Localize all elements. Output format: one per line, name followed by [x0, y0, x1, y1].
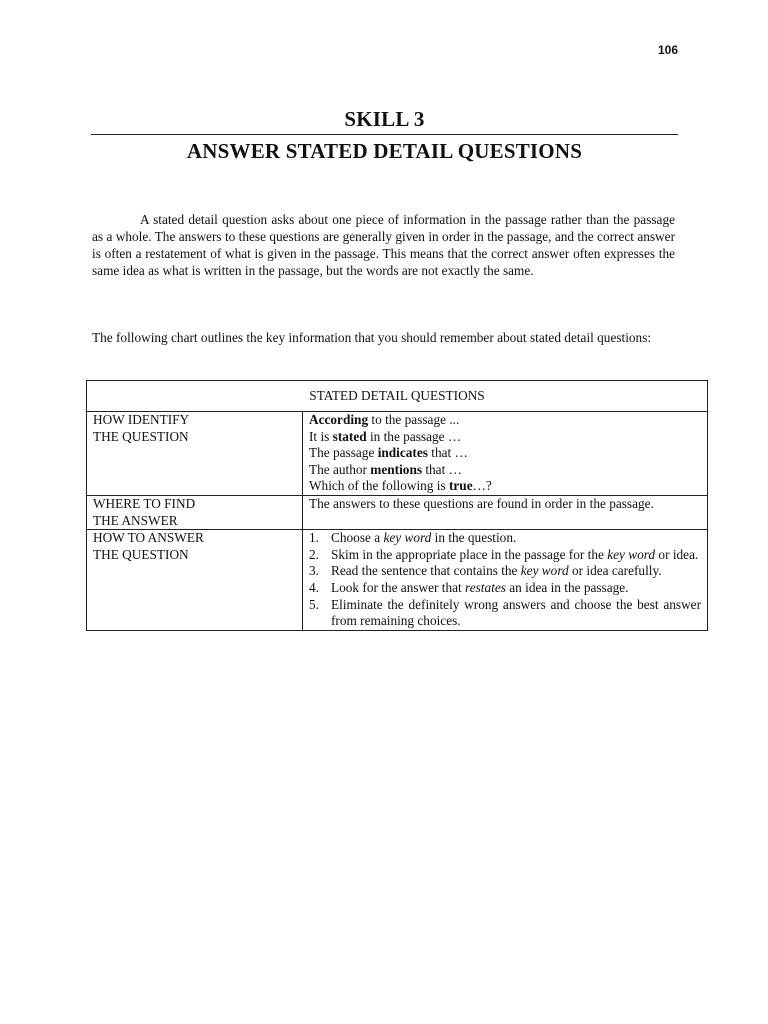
step-emphasis: key word	[520, 563, 569, 579]
phrase-keyword: indicates	[377, 445, 428, 461]
phrase-text: in the passage …	[366, 428, 462, 444]
step-text	[331, 530, 701, 547]
chart-intro-paragraph: The following chart outlines the key information that you should remember about stated detail questions:	[92, 330, 652, 345]
step-number: 4.	[309, 579, 319, 595]
step-number: 2.	[309, 546, 319, 562]
phrase-text: Which of the following is	[309, 478, 449, 494]
step-text-part: Eliminate the definitely wrong answers and choose the best answer from remaining choices.	[331, 596, 701, 629]
step-number: 5.	[309, 596, 319, 612]
step-text-part: Skim in the appropriate place in the passage for the	[331, 546, 608, 562]
table-heading-row	[87, 381, 708, 412]
row-label-answer	[87, 530, 303, 631]
phrase-keyword: According	[309, 412, 369, 427]
intro-paragraph: A stated detail question asks about one piece of information in the passage rather than the passage as a whole. The answers to these questions are generally given in order in the passage, and the correct answer is often a restatement of what is given in the passage. This means that the correct answer often expresses the same idea as what is written in the passage, but the words are not exactly the same.	[92, 212, 675, 278]
phrase-keyword: true	[448, 478, 473, 494]
identify-phrase	[309, 429, 701, 446]
step-text	[331, 597, 701, 630]
step-number: 1.	[309, 530, 319, 546]
table-heading: STATED DETAIL QUESTIONS	[87, 381, 708, 412]
row-label-line: WHERE TO FIND	[93, 495, 196, 511]
phrase-text: The author	[309, 461, 371, 477]
step-text-part: Look for the answer that	[331, 579, 466, 595]
page-title: ANSWER STATED DETAIL QUESTIONS	[186, 139, 583, 163]
row-label-line: HOW TO ANSWER	[93, 530, 204, 546]
phrase-text: …?	[472, 478, 492, 494]
title-divider	[91, 134, 678, 135]
step-text-part: in the question.	[431, 530, 517, 546]
step-text-part: or idea carefully.	[568, 563, 662, 579]
find-answer-text: The answers to these questions are found in order in the passage.	[303, 495, 708, 529]
identify-phrase	[309, 445, 701, 462]
phrase-text: to the passage ...	[368, 412, 460, 427]
identify-phrases	[303, 412, 708, 496]
row-label-line: THE ANSWER	[93, 512, 178, 528]
row-label-line: THE QUESTION	[93, 546, 189, 562]
row-label-line: HOW IDENTIFY	[93, 412, 190, 427]
step-text-part: an idea in the passage.	[505, 579, 629, 595]
table-row-identify	[87, 412, 708, 496]
identify-phrase	[309, 478, 701, 495]
step-emphasis: key word	[383, 530, 432, 546]
step-number: 3.	[309, 563, 319, 579]
table-row-find	[87, 495, 708, 529]
answer-steps-cell	[303, 530, 708, 631]
phrase-text: that …	[427, 445, 468, 461]
step-text	[331, 563, 701, 580]
table-row-answer	[87, 530, 708, 631]
answer-steps-list	[309, 530, 701, 630]
list-item	[309, 580, 701, 597]
list-item	[309, 547, 701, 564]
skill-heading: SKILL 3	[344, 107, 425, 131]
step-text	[331, 580, 701, 597]
step-text	[331, 547, 701, 564]
identify-phrase	[309, 462, 701, 479]
page-number: 106	[657, 43, 678, 57]
step-emphasis: restates	[465, 579, 506, 595]
list-item	[309, 597, 701, 630]
list-item	[309, 530, 701, 547]
step-text-part: Read the sentence that contains the	[331, 563, 521, 579]
identify-phrase	[309, 412, 701, 429]
title-block	[91, 106, 678, 165]
step-text-part: or idea.	[655, 546, 699, 562]
phrase-keyword: stated	[332, 428, 367, 444]
row-label-line: THE QUESTION	[93, 428, 189, 444]
list-item	[309, 563, 701, 580]
row-label-identify	[87, 412, 303, 496]
phrase-text: that …	[422, 461, 462, 477]
step-text-part: Choose a	[331, 530, 384, 546]
phrase-keyword: mentions	[370, 461, 423, 477]
phrase-text: It is	[309, 428, 333, 444]
step-emphasis: key word	[607, 546, 656, 562]
phrase-text: The passage	[309, 445, 378, 461]
stated-detail-table	[86, 380, 708, 631]
row-label-find	[87, 495, 303, 529]
